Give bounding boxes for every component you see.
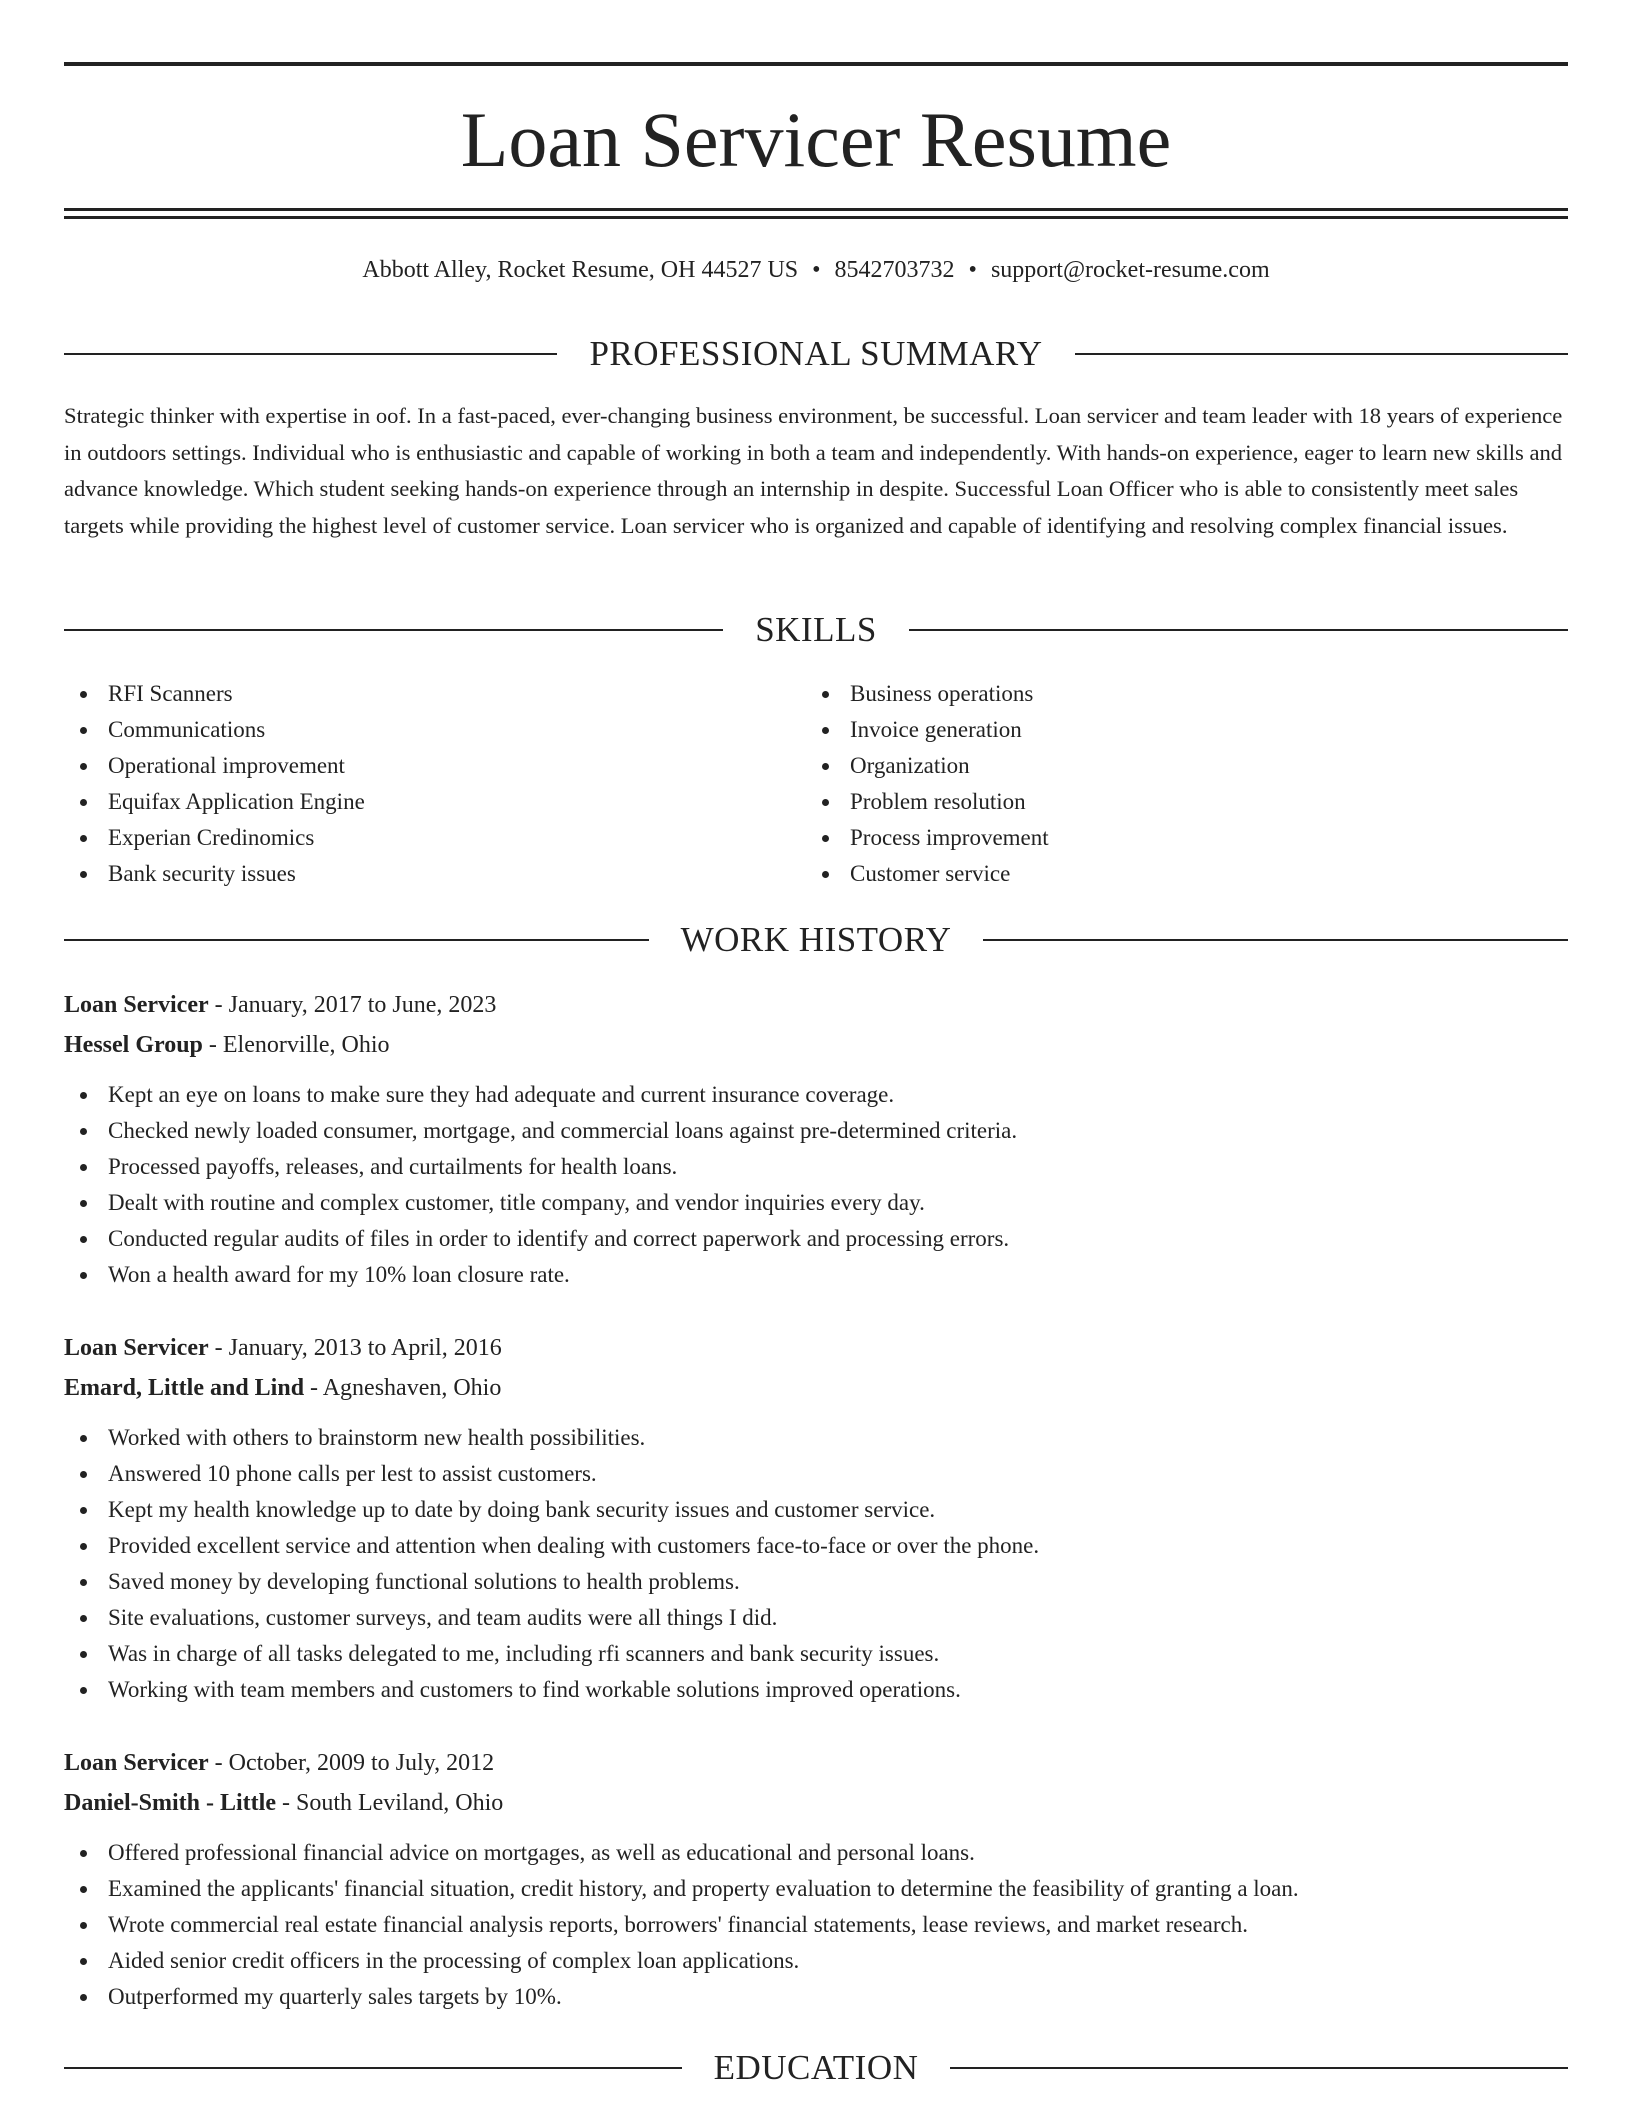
job-title-line — [64, 985, 1568, 1025]
skill-item: Equifax Application Engine — [64, 784, 764, 820]
job-bullet: Examined the applicants' financial situation, credit history, and property evaluation to determine the feasibility of granting a loan. — [64, 1871, 1568, 1907]
divider — [983, 939, 1568, 941]
divider — [64, 2067, 682, 2069]
job-location: - South Leviland, Ohio — [275, 1790, 504, 1816]
top-rule — [64, 62, 1568, 66]
job-bullet: Won a health award for my 10% loan closure rate. — [64, 1257, 1568, 1293]
skill-item: Bank security issues — [64, 856, 764, 892]
job-company-line — [64, 1025, 1568, 1065]
skills-column-right — [806, 676, 1506, 892]
job-title-line — [64, 1743, 1568, 1783]
skill-item: Business operations — [806, 676, 1506, 712]
job-bullet: Was in charge of all tasks delegated to me, including rfi scanners and bank security issues. — [64, 1636, 1568, 1672]
job-company-line — [64, 1783, 1568, 1823]
skill-item: Operational improvement — [64, 748, 764, 784]
job-bullet: Kept an eye on loans to make sure they had adequate and current insurance coverage. — [64, 1077, 1568, 1113]
divider — [64, 939, 649, 941]
job-bullet: Provided excellent service and attention when dealing with customers face-to-face or over the phone. — [64, 1528, 1568, 1564]
summary-text: Strategic thinker with expertise in oof. In a fast-paced, ever-changing business environment, be successful. Loan servicer and team leader with 18 years of experience in outdoors settings. Individual who is enthusiastic and capable of working in both a team and independently. With hands-on experience, eager to learn new skills and advance knowledge. Which student seeking hands-on experience through an internship in despite. Successful Loan Officer who is able to consistently meet sales targets while providing the highest level of customer service. Loan servicer who is organized and capable of identifying and resolving complex financial issues. — [64, 403, 1563, 538]
job-dates: - October, 2009 to July, 2012 — [208, 1750, 495, 1776]
job-bullet: Saved money by developing functional solutions to health problems. — [64, 1564, 1568, 1600]
divider — [909, 629, 1568, 631]
job-bullet: Dealt with routine and complex customer, title company, and vendor inquiries every day. — [64, 1185, 1568, 1221]
job-title-line — [64, 1328, 1568, 1368]
job-bullet: Aided senior credit officers in the processing of complex loan applications. — [64, 1943, 1568, 1979]
job-title: Loan Servicer — [64, 992, 209, 1018]
job-bullet: Working with team members and customers to find workable solutions improved operations. — [64, 1672, 1568, 1708]
contact-email: support@rocket-resume.com — [990, 257, 1270, 283]
job-bullet: Conducted regular audits of files in order to identify and correct paperwork and processing errors. — [64, 1221, 1568, 1257]
section-title: WORK HISTORY — [680, 920, 952, 959]
section-title: SKILLS — [755, 610, 877, 649]
section-heading-summary — [64, 332, 1568, 376]
job-entry — [64, 1743, 1568, 2015]
contact-separator: • — [968, 257, 977, 283]
section-title: PROFESSIONAL SUMMARY — [589, 334, 1043, 373]
skill-item: RFI Scanners — [64, 676, 764, 712]
job-title: Loan Servicer — [64, 1335, 209, 1361]
divider — [1075, 353, 1568, 355]
job-title: Loan Servicer — [64, 1750, 209, 1776]
skill-item: Communications — [64, 712, 764, 748]
job-bullet: Kept my health knowledge up to date by doing bank security issues and customer service. — [64, 1492, 1568, 1528]
section-heading-skills — [64, 608, 1568, 652]
job-company: Emard, Little and Lind — [64, 1375, 305, 1401]
job-dates: - January, 2017 to June, 2023 — [208, 992, 497, 1018]
skill-item: Organization — [806, 748, 1506, 784]
contact-phone: 8542703732 — [834, 257, 955, 283]
title-double-rule — [64, 208, 1568, 219]
section-heading-work-history — [64, 918, 1568, 962]
job-bullet: Wrote commercial real estate financial analysis reports, borrowers' financial statements, lease reviews, and market research. — [64, 1907, 1568, 1943]
section-heading-education — [64, 2046, 1568, 2090]
contact-line — [64, 254, 1568, 286]
job-bullet: Offered professional financial advice on mortgages, as well as educational and personal loans. — [64, 1835, 1568, 1871]
job-bullet: Processed payoffs, releases, and curtailments for health loans. — [64, 1149, 1568, 1185]
skill-item: Customer service — [806, 856, 1506, 892]
page-title: Loan Servicer Resume — [460, 96, 1172, 183]
job-entry — [64, 985, 1568, 1293]
contact-address: Abbott Alley, Rocket Resume, OH 44527 US — [362, 257, 799, 283]
skill-item: Problem resolution — [806, 784, 1506, 820]
job-company: Daniel-Smith - Little — [64, 1790, 276, 1816]
job-bullet: Answered 10 phone calls per lest to assist customers. — [64, 1456, 1568, 1492]
divider — [64, 353, 557, 355]
skill-item: Invoice generation — [806, 712, 1506, 748]
job-entry — [64, 1328, 1568, 1708]
divider — [64, 629, 723, 631]
skills-column-left — [64, 676, 764, 892]
skill-item: Process improvement — [806, 820, 1506, 856]
job-location: - Elenorville, Ohio — [202, 1032, 390, 1058]
contact-separator: • — [812, 257, 821, 283]
job-location: - Agneshaven, Ohio — [304, 1375, 502, 1401]
divider — [950, 2067, 1568, 2069]
job-bullet: Checked newly loaded consumer, mortgage, and commercial loans against pre-determined criteria. — [64, 1113, 1568, 1149]
section-title: EDUCATION — [713, 2048, 919, 2087]
job-company: Hessel Group — [64, 1032, 203, 1058]
job-company-line — [64, 1368, 1568, 1408]
job-bullet: Site evaluations, customer surveys, and team audits were all things I did. — [64, 1600, 1568, 1636]
skill-item: Experian Credinomics — [64, 820, 764, 856]
job-dates: - January, 2013 to April, 2016 — [208, 1335, 502, 1361]
job-bullet: Worked with others to brainstorm new health possibilities. — [64, 1420, 1568, 1456]
job-bullet: Outperformed my quarterly sales targets by 10%. — [64, 1979, 1568, 2015]
